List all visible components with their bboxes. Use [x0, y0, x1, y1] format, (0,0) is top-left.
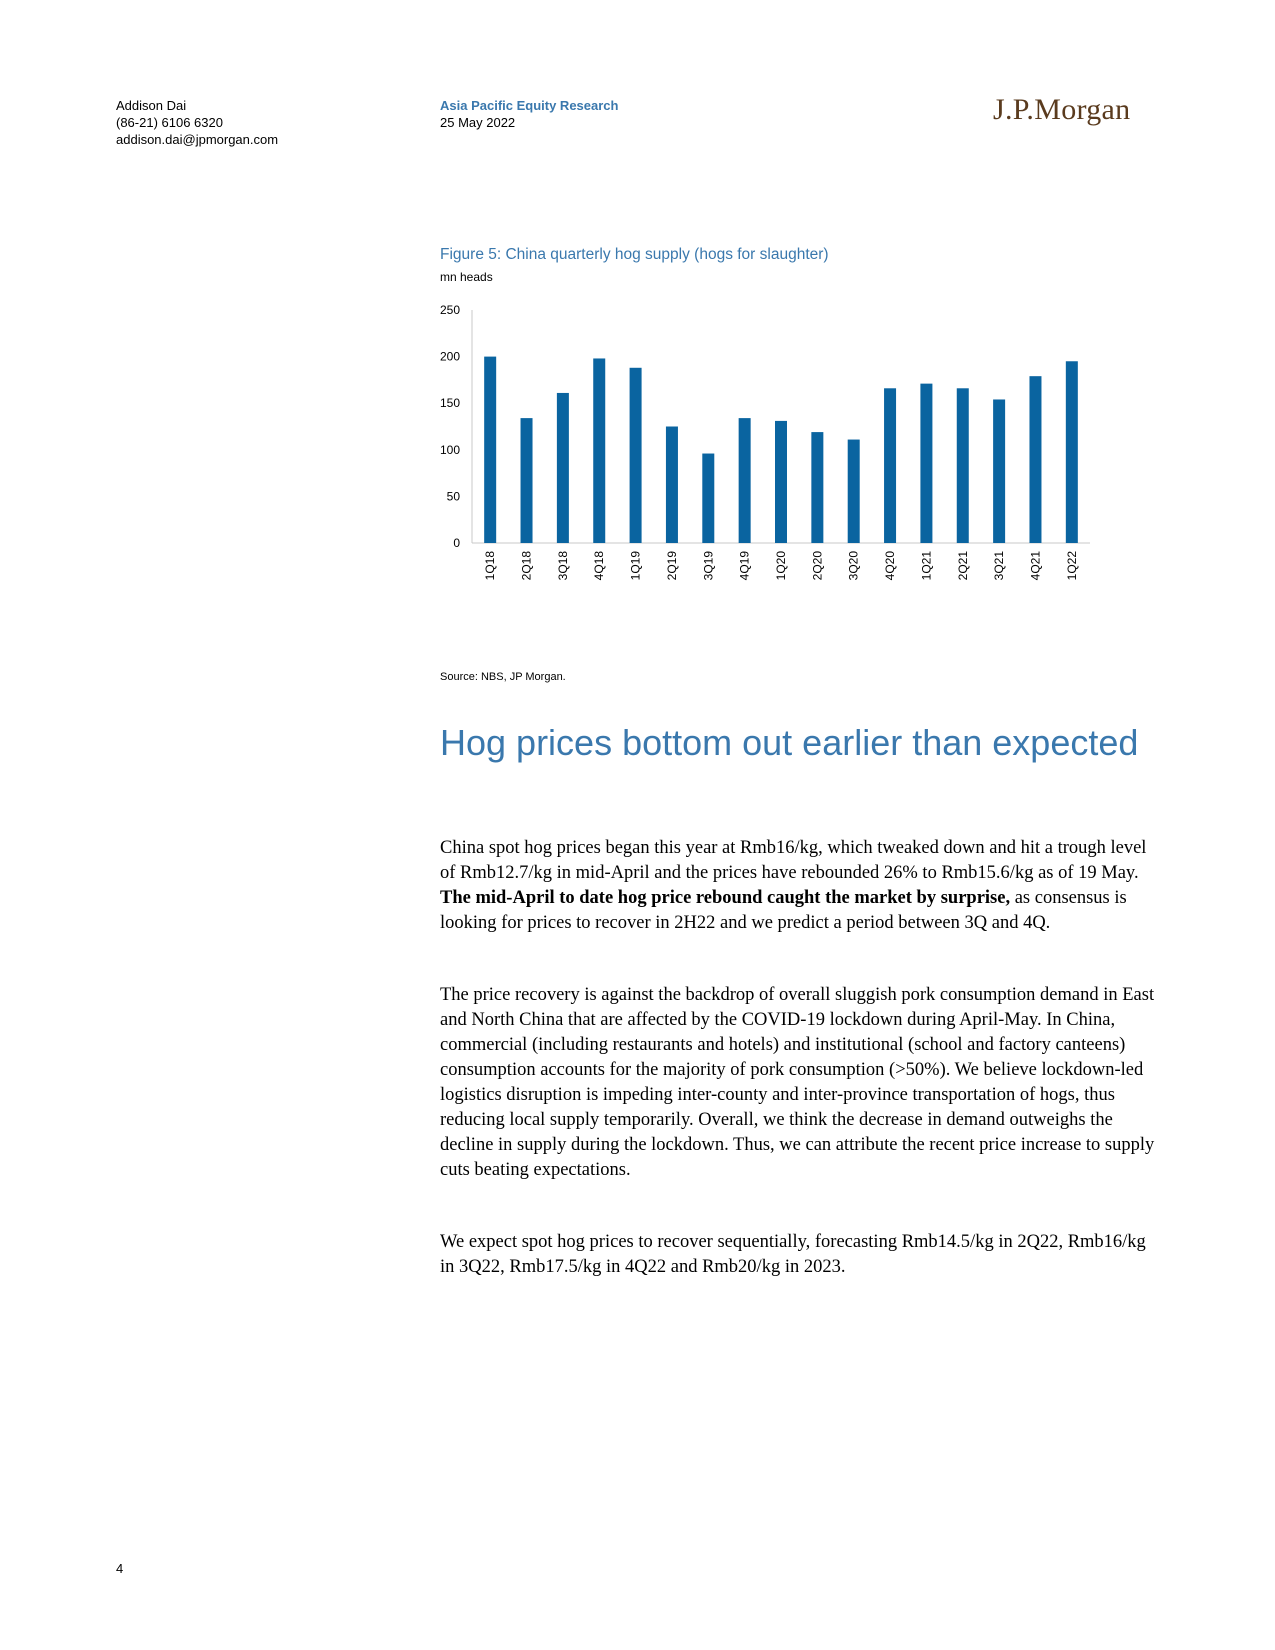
bar-2Q18 — [521, 418, 533, 543]
x-tick-label: 3Q19 — [701, 551, 716, 581]
x-tick-label: 3Q20 — [846, 551, 861, 581]
figure-source: Source: NBS, JP Morgan. — [440, 671, 566, 683]
bar-4Q21 — [1029, 376, 1041, 543]
author-email: addison.dai@jpmorgan.com — [116, 132, 279, 147]
bar-3Q19 — [702, 454, 714, 543]
y-tick-label: 0 — [453, 536, 460, 550]
y-tick-label: 50 — [446, 489, 460, 504]
x-tick-label: 1Q22 — [1064, 551, 1079, 581]
bar-1Q21 — [920, 384, 932, 543]
paragraph-1-text-b: as consensus is looking for prices to recover in 2H22 and we predict a period between 3Q and 4Q. — [440, 888, 1127, 933]
jpmorgan-logo: J.P.Morgan — [993, 93, 1131, 126]
page-number: 4 — [116, 1561, 124, 1576]
figure-title: Figure 5: China quarterly hog supply (hogs for slaughter) — [440, 246, 829, 263]
x-tick-label: 3Q18 — [555, 551, 570, 581]
x-tick-label: 1Q18 — [483, 551, 498, 581]
author-name: Addison Dai — [116, 98, 187, 113]
bar-1Q20 — [775, 421, 787, 543]
bar-1Q22 — [1066, 361, 1078, 543]
x-tick-label: 4Q19 — [737, 551, 752, 581]
bar-4Q20 — [884, 388, 896, 543]
x-tick-label: 1Q21 — [919, 551, 934, 581]
report-type: Asia Pacific Equity Research — [440, 98, 619, 113]
bar-1Q18 — [484, 357, 496, 543]
paragraph-1 — [440, 836, 1155, 936]
paragraph-1-bold: The mid-April to date hog price rebound caught the market by surprise, — [440, 888, 1011, 908]
bar-3Q18 — [557, 393, 569, 543]
x-tick-label: 3Q21 — [992, 551, 1007, 581]
bar-1Q19 — [630, 368, 642, 543]
bar-2Q20 — [811, 432, 823, 543]
author-phone: (86-21) 6106 6320 — [116, 115, 223, 130]
x-tick-label: 2Q20 — [810, 551, 825, 581]
report-date: 25 May 2022 — [440, 115, 516, 130]
bar-3Q21 — [993, 399, 1005, 543]
paragraph-1-text-a: China spot hog prices began this year at Rmb16/kg, which tweaked down and hit a trough level of Rmb12.7/kg in mid-April and the prices have rebounded 26% to Rmb15.6/kg as of 19 May. — [440, 838, 1147, 883]
x-tick-label: 4Q21 — [1028, 551, 1043, 581]
y-tick-label: 100 — [439, 442, 460, 457]
bar-3Q20 — [848, 440, 860, 543]
bar-2Q19 — [666, 427, 678, 544]
paragraph-3: We expect spot hog prices to recover sequentially, forecasting Rmb14.5/kg in 2Q22, Rmb16/kg in 3Q22, Rmb17.5/kg in 4Q22 and Rmb20/kg in 2023. — [440, 1232, 1146, 1277]
x-tick-label: 2Q18 — [519, 551, 534, 581]
report-meta — [440, 97, 618, 131]
y-tick-label: 200 — [439, 349, 460, 364]
y-tick-label: 250 — [439, 303, 460, 317]
x-tick-label: 2Q19 — [664, 551, 679, 581]
y-axis — [440, 303, 472, 550]
x-axis — [472, 543, 1090, 580]
x-tick-label: 4Q20 — [883, 551, 898, 581]
bar-2Q21 — [957, 388, 969, 543]
x-tick-label: 1Q19 — [628, 551, 643, 581]
bar-4Q19 — [739, 418, 751, 543]
author-block — [116, 97, 278, 148]
x-tick-label: 4Q18 — [592, 551, 607, 581]
paragraph-2: The price recovery is against the backdrop of overall sluggish pork consumption demand in East and North China that are affected by the COVID-19 lockdown during April-May. In China, commercial (including restaurants and hotels) and institutional (school and factory canteens) consumption accounts for the majority of pork consumption (>50%). We believe lockdown-led logistics disruption is impeding inter-county and inter-province transportation of hogs, thus reducing local supply temporarily. Overall, we think the decrease in demand outweighs the decline in supply during the lockdown. Thus, we can attribute the recent price increase to supply cuts beating expectations. — [440, 985, 1155, 1180]
x-tick-label: 2Q21 — [955, 551, 970, 581]
y-tick-label: 150 — [439, 396, 460, 411]
section-heading: Hog prices bottom out earlier than expected — [440, 722, 1139, 763]
figure-unit: mn heads — [440, 270, 493, 284]
x-tick-label: 1Q20 — [774, 551, 788, 581]
hog-supply-bar-chart — [430, 300, 1110, 600]
bar-series — [484, 357, 1078, 543]
bar-4Q18 — [593, 358, 605, 543]
